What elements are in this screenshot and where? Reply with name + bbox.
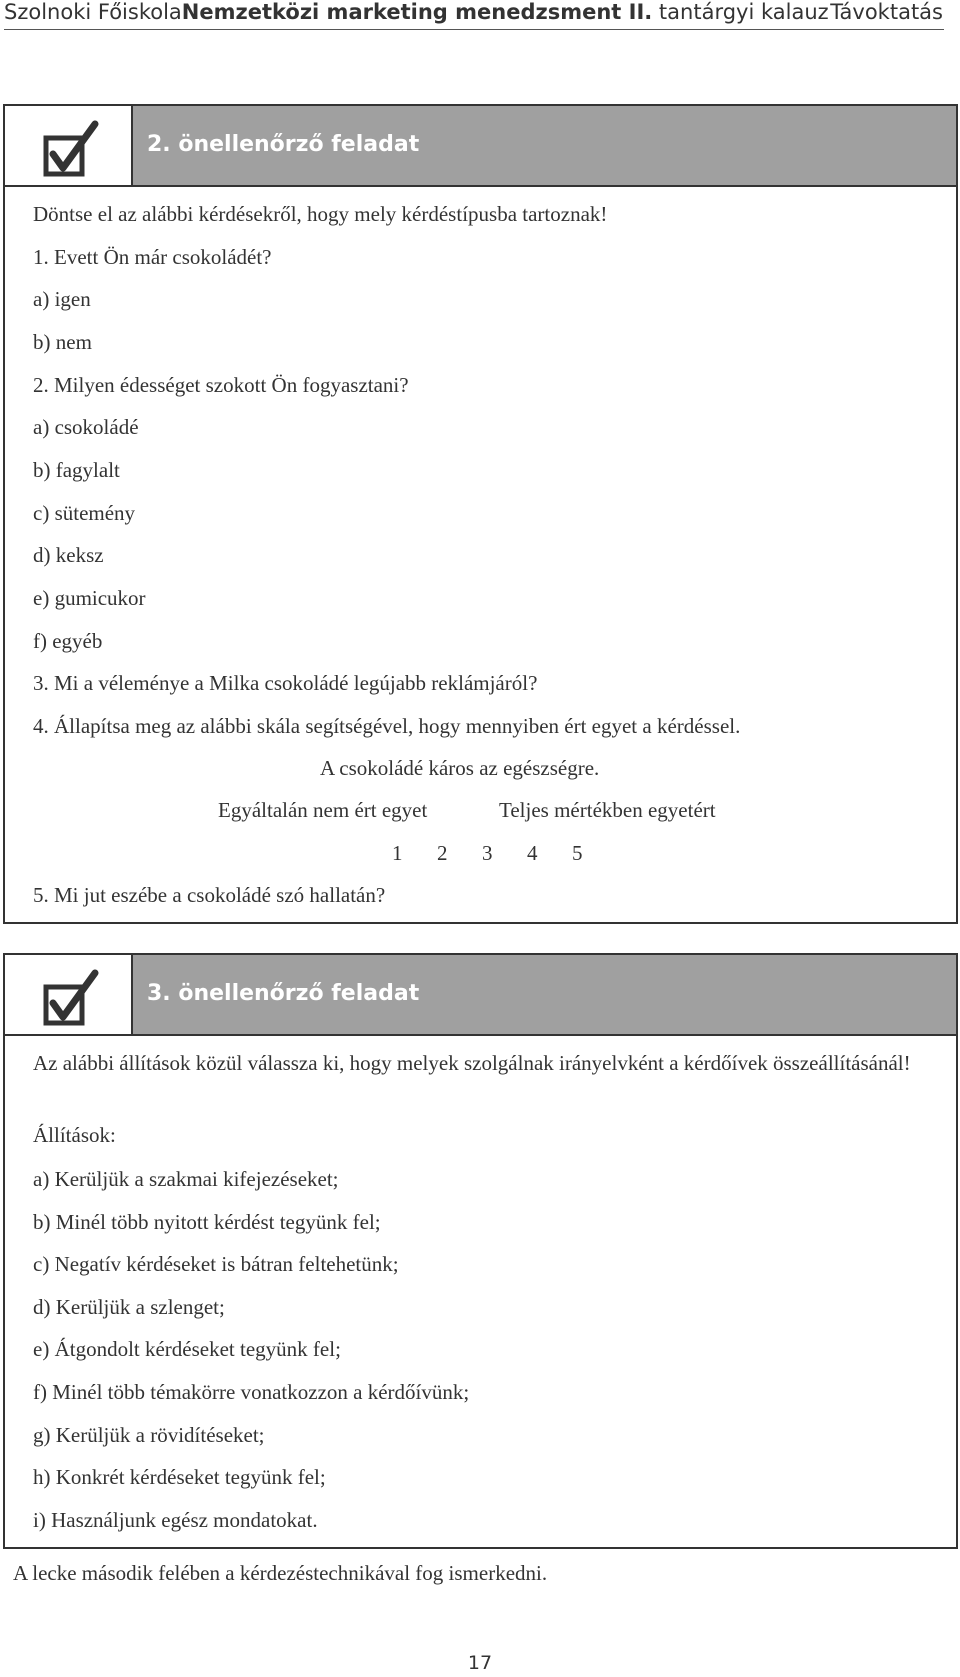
header-course-title: [4, 0, 829, 24]
task2-q2-option-c: c) sütemény: [33, 501, 136, 525]
task2-question-1: 1. Evett Ön már csokoládét?: [33, 245, 272, 269]
scale-value-5: 5: [572, 841, 583, 865]
page-header: [0, 0, 960, 28]
checkmark-box-icon: [43, 969, 103, 1029]
scale-value-4: 4: [527, 841, 538, 865]
scale-value-2: 2: [437, 841, 448, 865]
task3-statements-label: Állítások:: [33, 1123, 116, 1147]
closing-note: A lecke második felében a kérdezéstechnikával fog ismerkedni.: [13, 1561, 548, 1585]
task3-item-i: i) Használjunk egész mondatokat.: [33, 1508, 318, 1532]
task2-question-5: 5. Mi jut eszébe a csokoládé szó hallatán?: [33, 883, 386, 907]
header-divider: [4, 29, 944, 30]
task3-item-f: f) Minél több témakörre vonatkozzon a kérdőívünk;: [33, 1380, 470, 1404]
page-number: 17: [467, 1652, 493, 1674]
header-guide: tantárgyi kalauz: [652, 0, 829, 24]
task2-q4-statement: A csokoládé káros az egészségre.: [320, 756, 600, 780]
task3-item-h: h) Konkrét kérdéseket tegyünk fel;: [33, 1465, 326, 1489]
task2-q1-option-a: a) igen: [33, 287, 91, 311]
task3-header: [5, 955, 956, 1036]
task2-icon-cell: [5, 106, 133, 185]
task2-title-cell: [133, 106, 956, 185]
checkmark-box-icon: [43, 120, 103, 180]
task2-question-4: 4. Állapítsa meg az alábbi skála segítségével, hogy mennyiben ért egyet a kérdéssel.: [33, 714, 741, 738]
task2-q2-option-d: d) keksz: [33, 543, 104, 567]
task2-intro: Döntse el az alábbi kérdésekről, hogy mely kérdéstípusba tartoznak!: [33, 202, 608, 226]
task3-item-d: d) Kerüljük a szlenget;: [33, 1295, 225, 1319]
task2-q4-scale-left-label: Egyáltalán nem ért egyet: [218, 798, 428, 822]
task3-item-b: b) Minél több nyitott kérdést tegyünk fel;: [33, 1210, 381, 1234]
task2-question-3: 3. Mi a véleménye a Milka csokoládé legújabb reklámjáról?: [33, 671, 538, 695]
header-subject: Nemzetközi marketing menedzsment II.: [181, 0, 653, 24]
task2-box: [3, 104, 958, 924]
task2-q2-option-a: a) csokoládé: [33, 415, 139, 439]
task2-title: 2. önellenőrző feladat: [147, 132, 420, 157]
task3-item-g: g) Kerüljük a rövidítéseket;: [33, 1423, 265, 1447]
task2-q2-option-e: e) gumicukor: [33, 586, 146, 610]
task3-item-c: c) Negatív kérdéseket is bátran feltehetünk;: [33, 1252, 399, 1276]
task3-item-a: a) Kerüljük a szakmai kifejezéseket;: [33, 1167, 339, 1191]
header-school: Szolnoki Főiskola: [4, 0, 182, 24]
task2-question-2: 2. Milyen édességet szokott Ön fogyasztani?: [33, 373, 409, 397]
scale-value-3: 3: [482, 841, 493, 865]
task3-item-e: e) Átgondolt kérdéseket tegyünk fel;: [33, 1337, 341, 1361]
task3-title: 3. önellenőrző feladat: [147, 981, 420, 1006]
task2-header: [5, 106, 956, 187]
scale-value-1: 1: [392, 841, 403, 865]
task3-icon-cell: [5, 955, 133, 1034]
task3-intro: Az alábbi állítások közül válassza ki, hogy melyek szolgálnak irányelvként a kérdőívek összeállításánál!: [33, 1051, 911, 1075]
task2-q2-option-f: f) egyéb: [33, 629, 103, 653]
task2-q2-option-b: b) fagylalt: [33, 458, 120, 482]
task2-q4-scale-right-label: Teljes mértékben egyetért: [499, 798, 716, 822]
task2-q1-option-b: b) nem: [33, 330, 92, 354]
header-mode: Távoktatás: [830, 0, 943, 24]
task3-title-cell: [133, 955, 956, 1034]
